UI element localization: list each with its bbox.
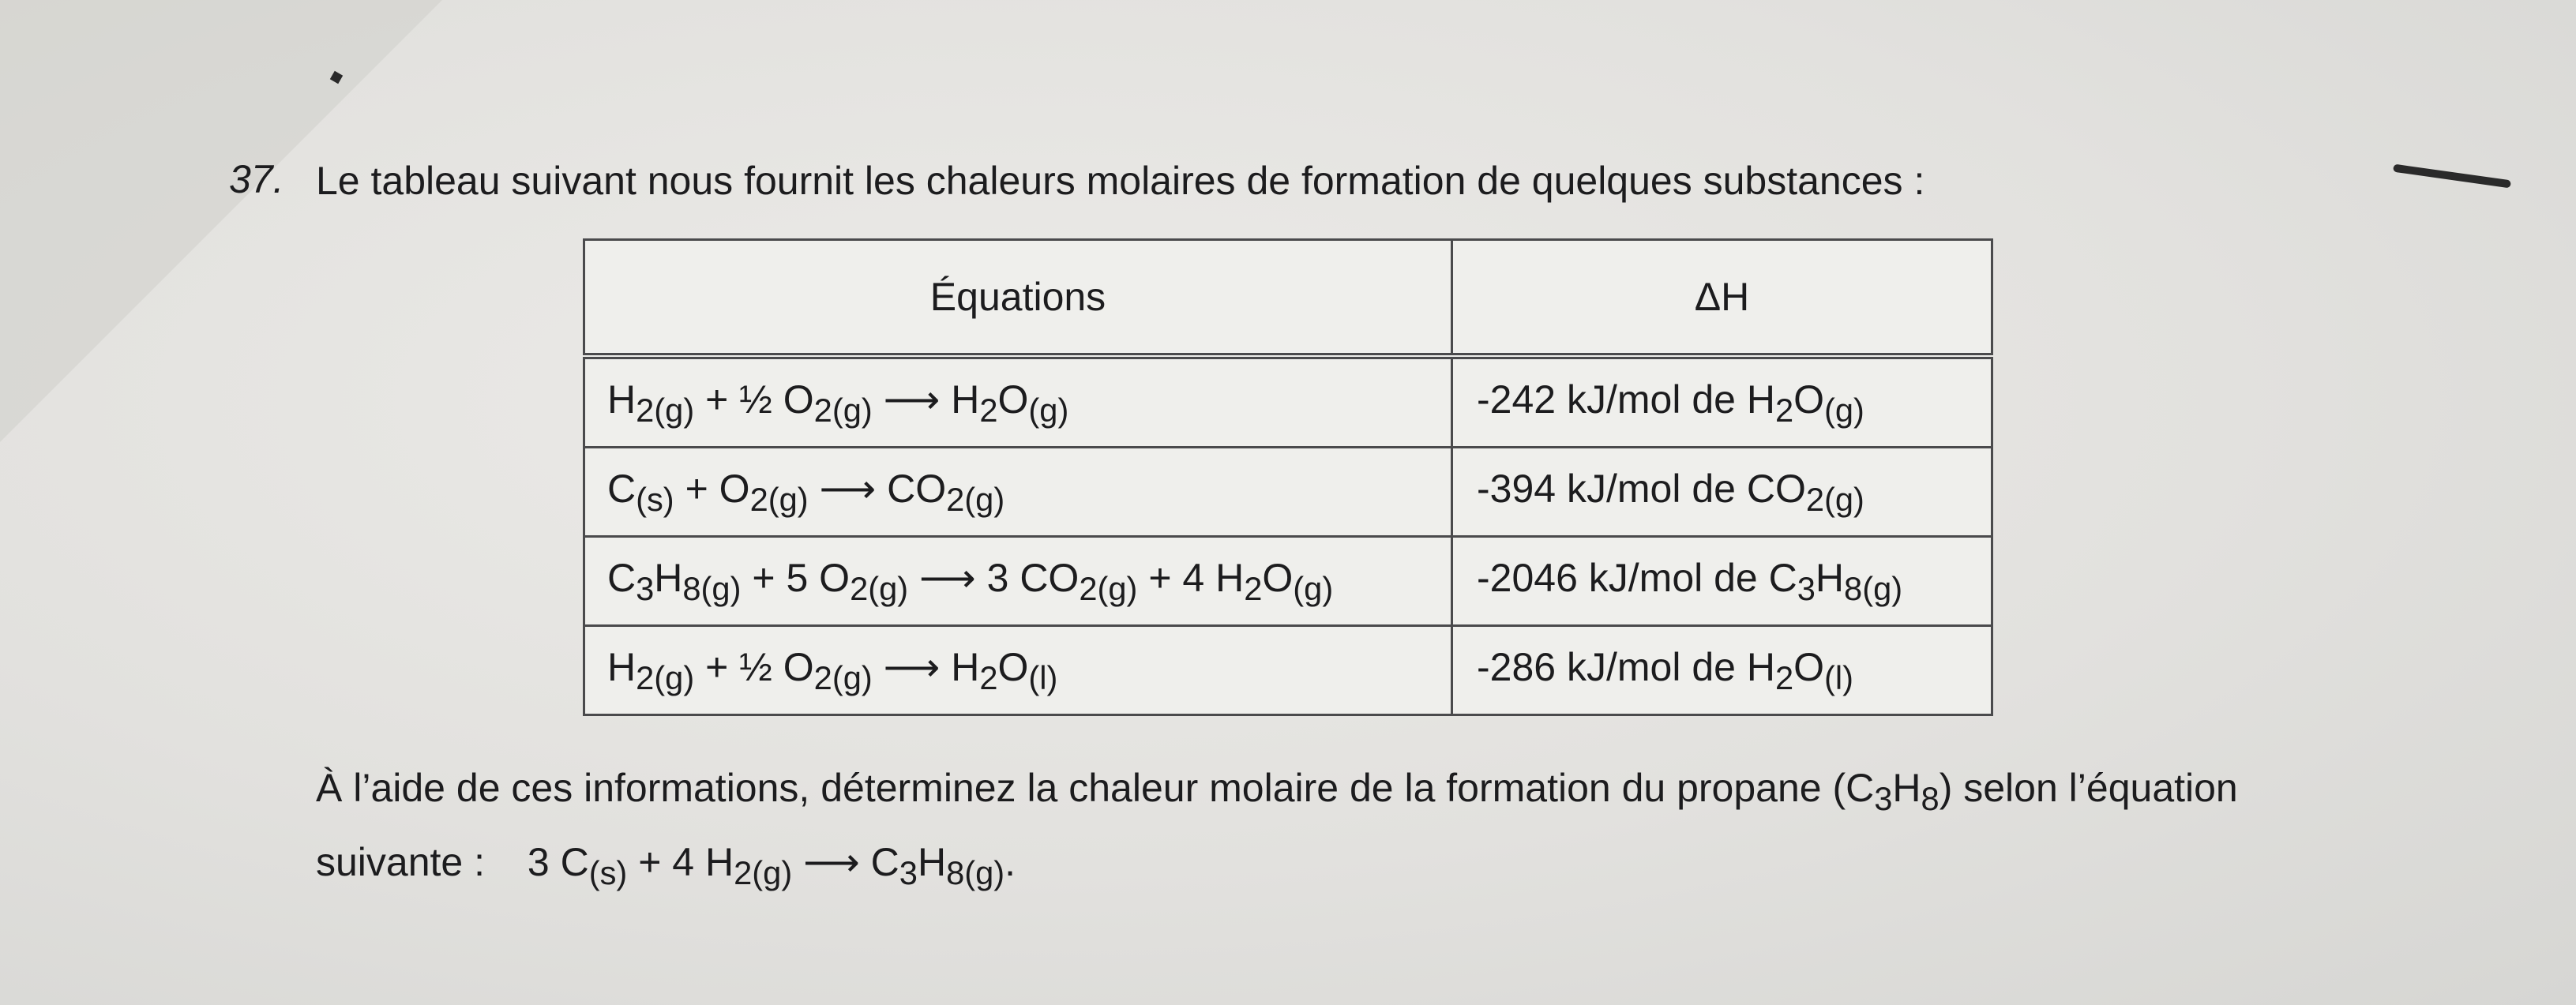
question-intro: Le tableau suivant nous fournit les chaleurs molaires de formation de quelques substances : (316, 159, 1925, 203)
table-row (584, 448, 1992, 537)
question-number: 37. (229, 157, 284, 201)
heats-table (583, 238, 1993, 716)
equation-cell: $C_{(s)} + O_{2(g)}$ ⟶ $CO_{2(g)}$ (584, 448, 1452, 537)
column-header-delta-h: ΔH (1452, 240, 1992, 357)
equation-cell: $C_3H_{8(g)} + 5$ $O_{2(g)}$ ⟶ 3 $CO_{2(g)} + 4$ $H_2O_{(g)}$ (584, 537, 1452, 626)
delta-h-cell: -394 kJ/mol de $CO_{2(g)}$ (1452, 448, 1992, 537)
target-reaction: 3 $C_{(s)} + 4$ $H_{2(g)}$ ⟶ $C_3H_{8(g)}$. (527, 840, 1016, 891)
table-row (584, 537, 1992, 626)
equation-cell: $H_{2(g)}$ + ½ $O_{2(g)}$ ⟶ $H_2O_{(g)}$ (584, 356, 1452, 448)
table-row (584, 626, 1992, 715)
column-header-equations: Équations (584, 240, 1452, 357)
delta-h-cell: -242 kJ/mol de $H_2O_{(g)}$ (1452, 356, 1992, 448)
delta-h-cell: -286 kJ/mol de $H_2O_{(l)}$ (1452, 626, 1992, 715)
table-header-row (584, 240, 1992, 357)
table-row (584, 356, 1992, 448)
question-task: À l’aide de ces informations, déterminez la chaleur molaire de la formation du propane $(C_3H_8)$ selon l’équation suivante : 3 $C_{(s)} + 4$ $H_{2(g)}$ ⟶ $C_3H_{8(g)}$. (316, 766, 2238, 891)
folded-corner (0, 0, 442, 442)
equation-cell: $H_{2(g)}$ + ½ $O_{2(g)}$ ⟶ $H_2O_{(l)}$ (584, 626, 1452, 715)
delta-h-cell: -2046 kJ/mol de $C_3H_{8(g)}$ (1452, 537, 1992, 626)
pen-mark (2393, 164, 2511, 189)
